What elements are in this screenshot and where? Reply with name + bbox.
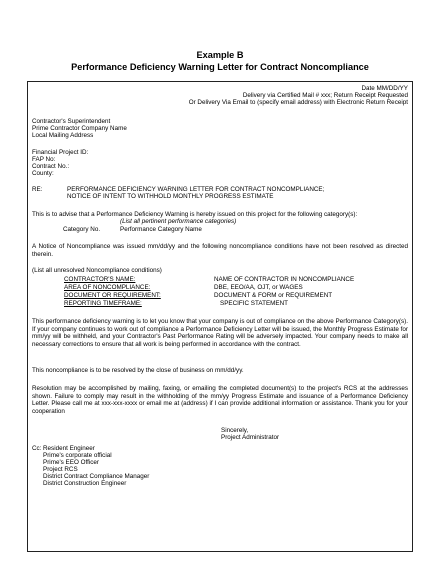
- re-line: PERFORMANCE DEFICIENCY WARNING LETTER FOR CONTRACT NONCOMPLIANCE;: [67, 186, 325, 193]
- list-conditions-note: (List all unresolved Noncompliance conditions): [32, 267, 162, 274]
- letter-date: Date MM/DD/YY: [361, 85, 408, 92]
- delivery-certified-mail: Delivery via Certified Mail # xxx; Return Receipt Requested: [242, 92, 408, 99]
- cc-item: Resident Engineer: [43, 445, 95, 452]
- project-field: Contract No.:: [32, 163, 70, 170]
- delivery-email: Or Delivery Via Email to (specify email address) with Electronic Return Receipt: [188, 99, 408, 106]
- cc-item: District Construction Engineer: [43, 480, 127, 487]
- condition-value: SPECIFIC STATEMENT: [220, 300, 288, 307]
- cc-item: Prime's corporate official: [43, 452, 112, 459]
- address-line: Prime Contractor Company Name: [32, 125, 127, 132]
- document-subtitle: Performance Deficiency Warning Letter for Contract Noncompliance: [71, 62, 369, 72]
- project-field: FAP No:: [32, 156, 56, 163]
- re-line: NOTICE OF INTENT TO WITHHOLD MONTHLY PROGRESS ESTIMATE: [67, 193, 274, 200]
- document-title: Example B: [196, 50, 244, 60]
- condition-value: DOCUMENT & FORM or REQUIREMENT: [214, 292, 333, 299]
- resolve-by-text: This noncompliance is to be resolved by the close of business on mm/dd/yy.: [32, 367, 244, 374]
- project-field: Financial Project ID:: [32, 149, 89, 156]
- condition-label: AREA OF NONCOMPLIANCE:: [64, 284, 151, 291]
- condition-value: DBE, EEO/AA, OJT, or WAGES: [214, 284, 303, 291]
- signature-title: Project Administrator: [221, 434, 280, 441]
- warning-paragraph: This performance deficiency warning is to let you know that your company is out of compliance on the above Performance Category(s). If your company continues to work out of compliance a Performance Deficiency Letter will be issued, the Monthly Progress Estimate for mm/yy will be withheld, and your Contractor's Past Performance Rating will be adversely impacted. Your company needs to make all necessary corrections to ensure that all work is being performed in accordance with the contract.: [32, 318, 408, 348]
- cc-label: Cc:: [32, 445, 42, 452]
- cc-item: District Contract Compliance Manager: [43, 473, 150, 480]
- signature-closing: Sincerely,: [221, 427, 249, 434]
- category-no-label: Category No.: [63, 226, 101, 233]
- list-categories-note: (List all pertinent performance categories): [120, 218, 237, 225]
- notice-paragraph: A Notice of Noncompliance was issued mm/dd/yy and the following noncompliance conditions have not been resolved as directed therein.: [32, 243, 408, 258]
- cc-item: Project RCS: [43, 466, 78, 473]
- category-name-label: Performance Category Name: [120, 226, 202, 233]
- address-line: Contractor's Superintendent: [32, 118, 111, 125]
- cc-item: Prime's EEO Officer: [43, 459, 100, 466]
- letter-frame: [27, 81, 413, 552]
- condition-label: DOCUMENT OR REQUIREMENT:: [64, 292, 161, 299]
- re-label: RE:: [32, 186, 43, 193]
- advise-text: This is to advise that a Performance Deficiency Warning is hereby issued on this project for the following category(s):: [32, 211, 358, 218]
- condition-value: NAME OF CONTRACTOR IN NONCOMPLIANCE: [214, 276, 355, 283]
- condition-label: CONTRACTOR'S NAME:: [64, 276, 136, 283]
- condition-label: REPORTING TIMEFRAME:: [64, 300, 142, 307]
- address-line: Local Mailing Address: [32, 132, 94, 139]
- project-field: County:: [32, 170, 54, 177]
- resolution-paragraph: Resolution may be accomplished by mailing, faxing, or emailing the completed document(s) to the project's RCS at the addresses shown. Failure to comply may result in the withholding of the mm/yy Progress Estimate and issuance of a Performance Deficiency Letter. Please call me at xxx-xxx-xxxx or email me at (address) if I can provide additional information or assistance. Thank you for your cooperation: [32, 385, 408, 415]
